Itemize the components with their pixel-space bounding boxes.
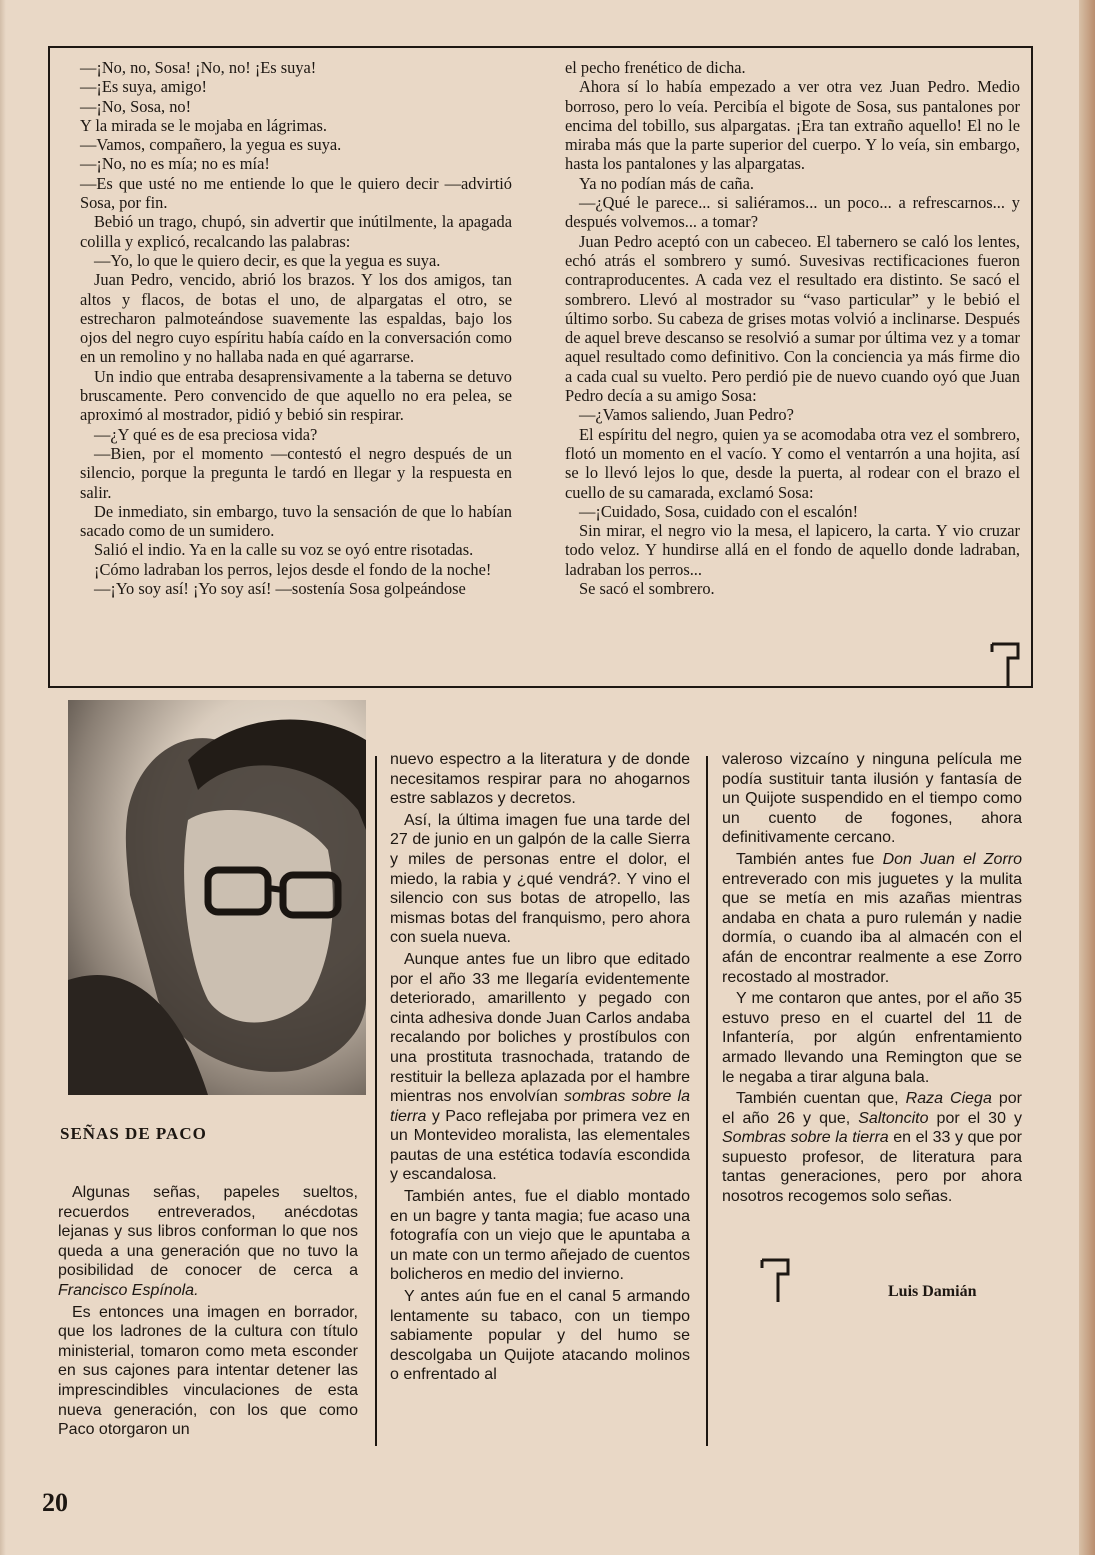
story-paragraph: Salió el indio. Ya en la calle su voz se oyó entre risotadas.: [94, 540, 474, 560]
article-text: entreverado con mis juguetes y la mulita que se metía en mis azañas mientras andaba en chata a puro rulemán y nadie dormía, o cuando iba al almacén con el afán de encontrar realmente a ese Zorro recostado al mostrador.: [722, 870, 1022, 986]
story-paragraph: —¡No, no es mía; no es mía!: [80, 154, 270, 174]
story-paragraph: Y la mirada se le mojaba en lágrimas.: [80, 115, 327, 135]
story-paragraph: De inmediato, sin embargo, tuvo la sensación de que lo habían sacado como de un sumidero.: [80, 501, 512, 541]
story-paragraph: —¿Y qué es de esa preciosa vida?: [94, 424, 318, 444]
story-paragraph: Ahora sí lo había empezado a ver otra vez Juan Pedro. Medio borroso, pero lo veía. Percibía el bigote de Sosa, sus pantalones por encima del tobillo, sus alpargatas. ¡Era tan extraño aquello! El no le miraba más que la parte superior del cuerpo. Y lo veía, sin embargo, hasta los pantalones y las alpargatas.: [565, 77, 1020, 174]
story-paragraph: Sin mirar, el negro vio la mesa, el lapicero, la carta. Y vio cruzar todo veloz. Y hundirse allá en el fondo de aquello donde ladraban, ladraban los perros...: [565, 521, 1020, 579]
story-paragraph: ¡Cómo ladraban los perros, lejos desde el fondo de la noche!: [94, 559, 492, 579]
story-paragraph: Bebió un trago, chupó, sin advertir que inútilmente, la apagada colilla y explicó, recalcando las palabras:: [80, 212, 512, 251]
article-text: por el 30 y: [928, 1109, 1023, 1127]
story-paragraph: Ya no podían más de caña.: [579, 173, 754, 193]
story-paragraph: Un indio que entraba desaprensivamente a la taberna se detuvo bruscamente. Pero convencido de que aquello no era pelea, se aproximó al mostrador, pidió y bebió sin respirar.: [80, 366, 512, 425]
article-paragraph: Es entonces una imagen en borrador, que los ladrones de la cultura con título ministerial, tomaron como meta esconder en sus cajones para intentar detener las imprescindibles vinculaciones de esta nueva generación, con los que como Paco otorgaron un: [58, 1303, 358, 1439]
article-text: en el 33 y que por supuesto profesor, de literatura para tantas generaciones, pero por ahora nosotros recogemos solo señas.: [722, 1129, 1022, 1206]
article-column-a: [58, 1183, 358, 1442]
article-text: Algunas señas, papeles sueltos, recuerdos entreverados, anécdotas lejanas y sus libros conforman lo que nos queda a una generación que no tuvo la posibilidad de conocer de cerca a: [58, 1184, 358, 1280]
article-paragraph: [722, 850, 1022, 987]
story-paragraph: Juan Pedro aceptó con un cabeceo. El tabernero se caló los lentes, echó atrás el sombrero y sumó. Suvesivas rectificaciones fueron contraproducentes. A cada vez el resultado era distinto. Se sacó el sombrero. Llevó al mostrador su “vaso particular” y le bebió el último sorbo. Su cabeza de grises motas volvió a inclinarse. Después de aquel breve descanso se resolvió a sumar por última vez y a tomar aquel resultado como definitivo. Con la conciencia ya más firme dio a cada cual su vuelto. Pero perdió pie de nuevo cuando oyó que Juan Pedro decía a su amigo Sosa:: [565, 231, 1020, 406]
story-paragraph: —Vamos, compañero, la yegua es suya.: [80, 135, 342, 155]
story-paragraph: —¡Yo soy así! ¡Yo soy así! —sostenía Sosa golpeándose: [94, 579, 466, 599]
article-title-ref: Sombras sobre la tierra: [722, 1129, 889, 1147]
story-paragraph: —¡Es suya, amigo!: [80, 77, 208, 97]
article-text: También cuentan que,: [736, 1090, 906, 1108]
end-mark-icon: [758, 1256, 794, 1304]
article-paragraph: valeroso vizcaíno y ninguna película me podía sustituir tanta ilusión y fantasía de un Quijote suspendido en el tiempo como un cuento de fogones, ahora definitivamente cercano.: [722, 751, 1022, 847]
story-column-left: [80, 58, 512, 598]
article-title-ref: Francisco Espínola.: [58, 1281, 199, 1299]
story-paragraph: —¿Qué le parece... si saliéramos... un poco... a refrescarnos... y después volvemos... a tomar?: [565, 193, 1020, 232]
page-edge-right: [1079, 0, 1095, 1555]
story-paragraph: El espíritu del negro, quien ya se acomodaba otra vez el sombrero, flotó un momento en el vacío. Y como el ventarrón a una hojita, así se lo llevó lejos lo que, desde la puerta, al rodear con el brazo el cuello de su camarada, exclamó Sosa:: [565, 424, 1020, 502]
article-paragraph: Y antes aún fue en el canal 5 armando lentamente su tabaco, con un tiempo sabiamente popular y del humo se descolgaba un Quijote atacando molinos o enfrentado al: [390, 1288, 690, 1384]
story-paragraph: —Es que usté no me entiende lo que le quiero decir —advirtió Sosa, por fin.: [80, 173, 512, 213]
story-paragraph: —¿Vamos saliendo, Juan Pedro?: [579, 405, 794, 425]
story-paragraph: —¡No, Sosa, no!: [80, 96, 192, 116]
article-paragraph: Así, la última imagen fue una tarde del 27 de junio en un galpón de la calle Sierra y miles de personas entre el dolor, el miedo, la rabia y ¿qué vendrá?. Y vino el silencio con sus botas de atropello, las mismas botas del franquismo, pero ahora con suela nueva.: [390, 811, 690, 947]
article-paragraph: nuevo espectro a la literatura y de donde necesitamos respirar para no ahogarnos estre sablazos y decretos.: [390, 751, 690, 808]
page-number: 20: [42, 1488, 68, 1517]
article-column-c: [722, 750, 1022, 1209]
story-paragraph: Se sacó el sombrero.: [579, 579, 715, 599]
end-mark-icon: [988, 640, 1024, 688]
story-paragraph: —Yo, lo que le quiero decir, es que la yegua es suya.: [94, 250, 441, 270]
article-text: y Paco reflejaba por primera vez en un Montevideo moralista, las elementales pautas de una estética todavía escondida y escandalosa.: [390, 1107, 690, 1184]
story-paragraph: —¡Cuidado, Sosa, cuidado con el escalón!: [579, 501, 859, 521]
portrait-photo: [68, 700, 366, 1095]
story-paragraph: —¡No, no, Sosa! ¡No, no! ¡Es suya!: [80, 58, 317, 77]
article-paragraph: [58, 1183, 358, 1301]
article-paragraph: [390, 950, 690, 1185]
column-rule: [706, 756, 708, 1446]
portrait-figure-icon: [68, 700, 366, 1095]
article-title-ref: Saltoncito: [858, 1109, 929, 1127]
article-text: Aunque antes fue un libro que editado por el año 33 me llegaría evidentemente deteriorado, amarillento y pegado con cinta adhesiva donde Juan Carlos andaba recalando por boliches y prostíbulos con una prostituta trasnochada, tratando de restituir la belleza aplazada por el hambre mientras nos envolvían: [390, 950, 690, 1106]
story-paragraph: —Bien, por el momento —contestó el negro después de un silencio, porque la pregunta le tardó en llegar y la respuesta en salir.: [80, 443, 512, 502]
article-paragraph: Y me contaron que antes, por el año 35 estuvo preso en el cuartel del 11 de Infantería, por algún enfrentamiento armado llevando una Remington que se le negaba a tirar alguna bala.: [722, 990, 1022, 1086]
page-edge-left: [0, 0, 6, 1555]
article-text: También antes fue: [736, 850, 883, 868]
column-rule: [375, 756, 377, 1446]
article-paragraph: [722, 1089, 1022, 1207]
article-heading: SEÑAS DE PACO: [60, 1124, 207, 1143]
article-title-ref: Don Juan el Zorro: [882, 850, 1022, 868]
article-text: por el año 26 y que,: [722, 1090, 1022, 1127]
article-title-ref: Raza Ciega: [905, 1090, 992, 1108]
author-byline: Luis Damián: [888, 1283, 977, 1300]
story-column-right: [565, 58, 1020, 598]
article-paragraph: También antes, fue el diablo montado en un bagre y tanta magia; fue acaso una fotografía con un viejo que le apuntaba a un mate con un termo añejado de cuentos bolicheros en medio del invierno.: [390, 1188, 690, 1284]
story-paragraph: Juan Pedro, vencido, abrió los brazos. Y los dos amigos, tan altos y flacos, de botas el uno, de alpargatas el otro, se estrecharon palmoteándose suavemente las espaldas, bajo los ojos del negro cuyo espíritu había caído en la conversación como en un remolino y no hallaba nada en qué agarrarse.: [80, 270, 512, 367]
article-column-b: [390, 750, 690, 1387]
story-paragraph: el pecho frenético de dicha.: [565, 58, 746, 77]
article-title-ref: sombras sobre la tierra: [390, 1088, 691, 1125]
